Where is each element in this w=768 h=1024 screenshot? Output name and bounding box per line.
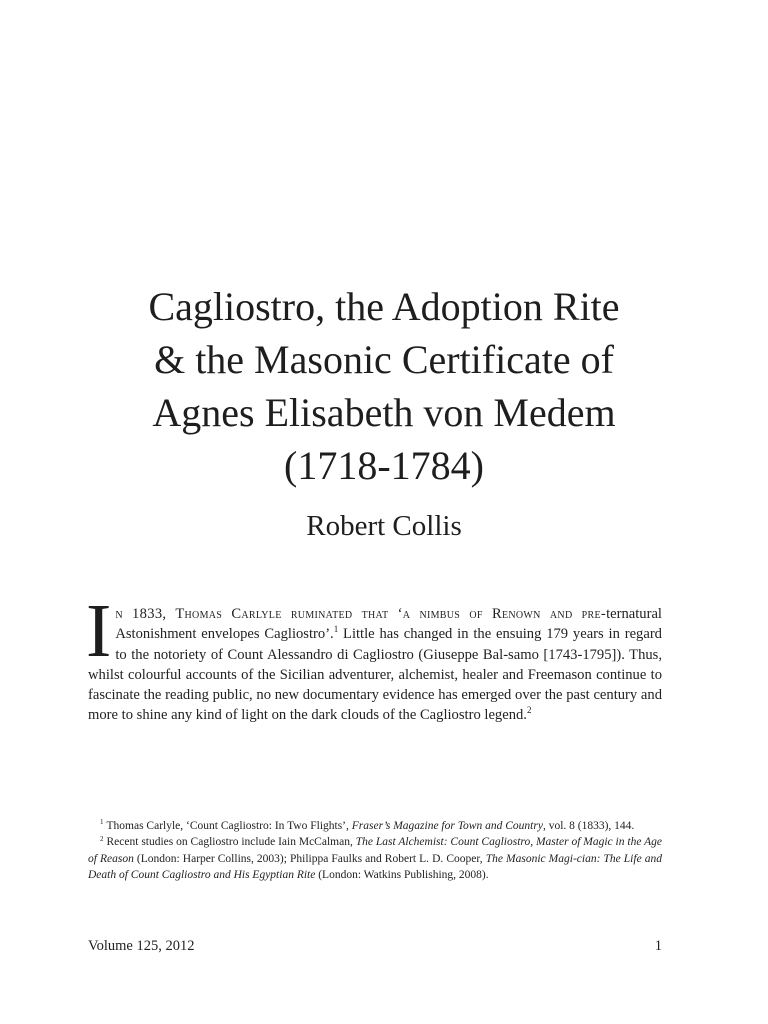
footnote-item [88, 834, 662, 883]
footnote-mark: 2 [100, 834, 104, 843]
footnote-italic: The Masonic Magi-cian: The Life and Death of Count Cagliostro and His Egyptian Rite [88, 852, 662, 882]
footnote-mark: 1 [100, 818, 104, 827]
footnote-text: Thomas Carlyle, ‘Count Cagliostro: In Two Flights’, [106, 820, 352, 832]
body-text-segment: ternatural Astonishment envelopes Cagliostro’. [115, 606, 662, 643]
footnote-italic: The Last Alchemist: Count Cagliostro, Master of Magic in the Age of Reason [88, 836, 662, 865]
title-line: & the Masonic Certificate of [154, 337, 614, 382]
title-line: (1718-1784) [284, 443, 484, 488]
footnotes [88, 818, 662, 884]
page-number: 1 [654, 938, 662, 954]
smallcaps-lead: n 1833, Thomas Carlyle ruminated that ‘a nimbus of Renown and pre- [115, 606, 607, 622]
body-paragraph [86, 589, 662, 726]
footnote-text: Recent studies on Cagliostro include Iain McCalman, [106, 836, 356, 849]
footnote-item [88, 818, 662, 834]
body-text-segment: Little has changed in the ensuing 179 years in regard to the notoriety of Count Alessandro di Cagliostro (Giuseppe Bal-samo [1743-1795]). Thus, whilst colourful accounts of the Sicilian adventurer, alchemist, healer and Freemason continue to fascinate the reading public, no new documentary evidence has emerged over the past century and more to shine any kind of light on the dark clouds of the Cagliostro legend. [88, 626, 662, 724]
footnote-text: (London: Watkins Publishing, 2008). [315, 869, 489, 882]
title-line: Cagliostro, the Adoption Rite [148, 284, 620, 329]
page-footer [88, 937, 662, 955]
footnote-text: , vol. 8 (1833), 144. [542, 820, 635, 832]
drop-cap: I [86, 589, 112, 673]
footnote-reference: 2 [526, 705, 532, 716]
footnote-text: (London: Harper Collins, 2003); Philippa Faulks and Robert L. D. Cooper, [133, 852, 486, 865]
title-line: Agnes Elisabeth von Medem [152, 390, 616, 435]
article-title [60, 280, 708, 492]
footnote-italic: Fraser’s Magazine for Town and Country [351, 820, 543, 832]
volume-label: Volume 125, 2012 [88, 938, 195, 954]
footnote-reference: 1 [333, 624, 339, 635]
author-name: Robert Collis [306, 510, 462, 542]
